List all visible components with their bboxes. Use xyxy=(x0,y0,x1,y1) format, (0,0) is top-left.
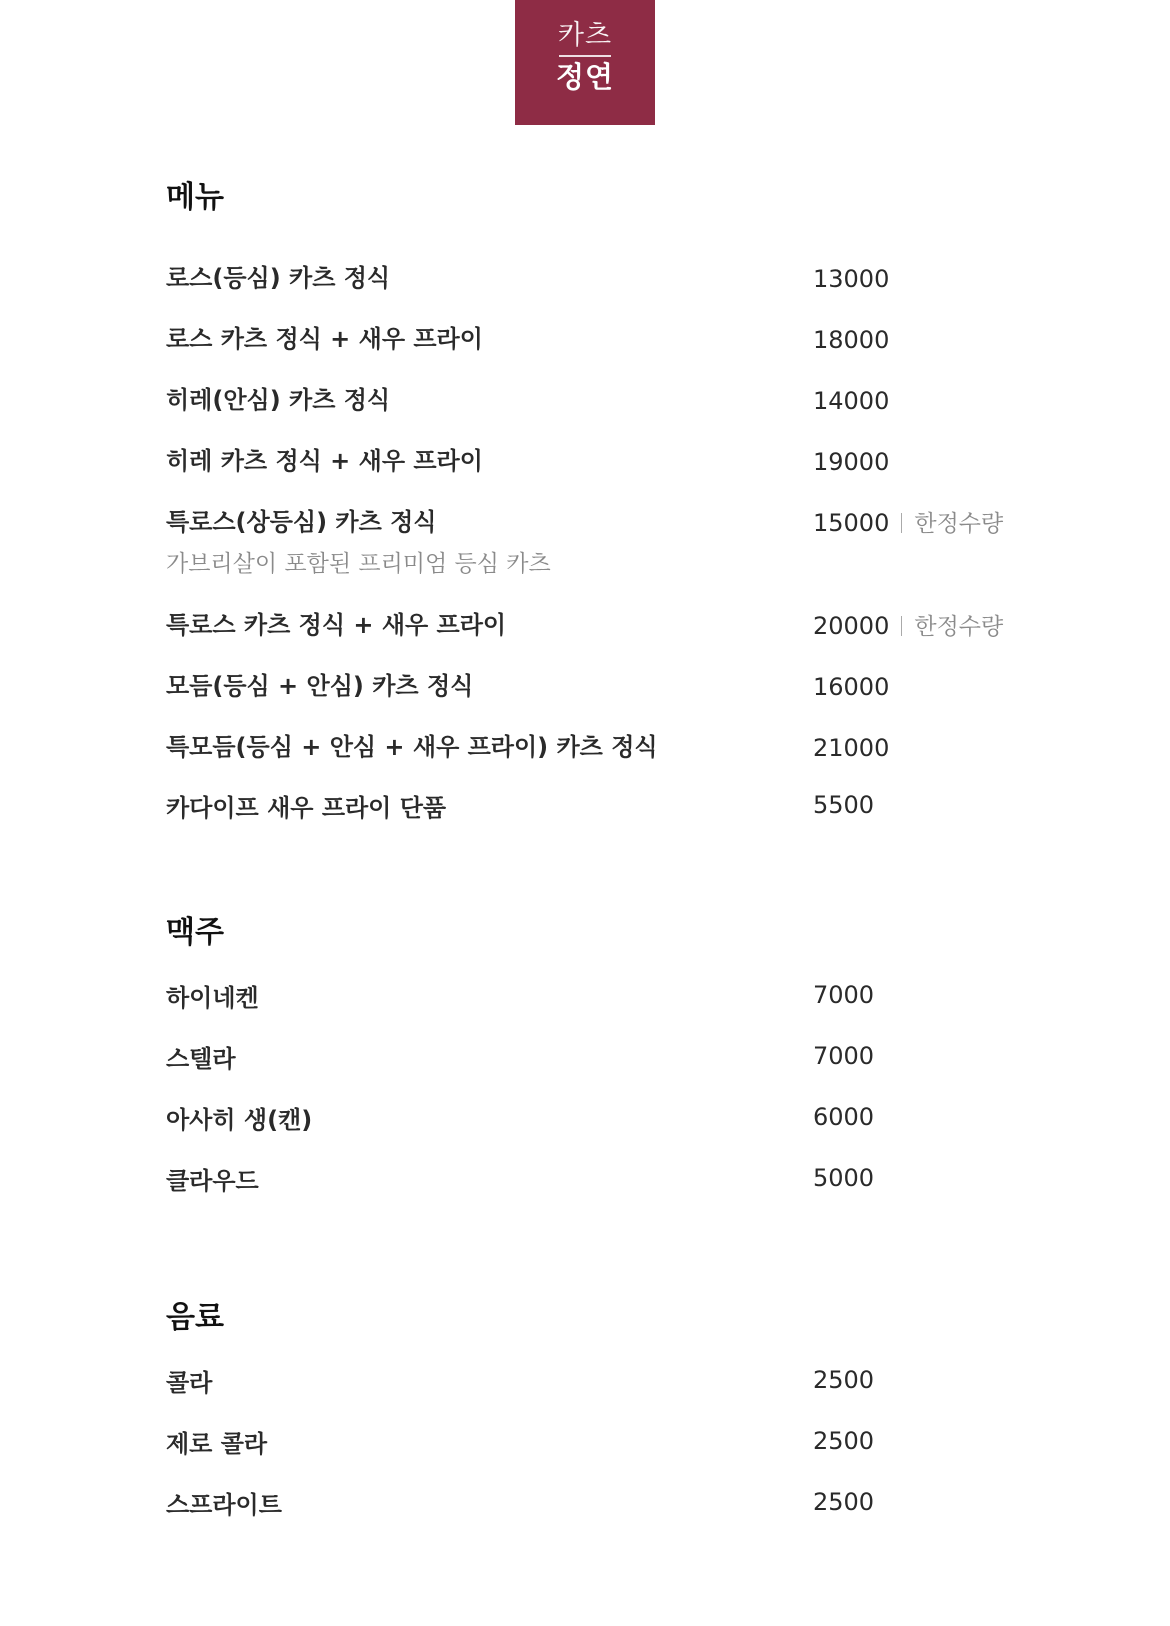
section-title-beer: 맥주 xyxy=(166,915,224,950)
beer-item-price: 6000 xyxy=(813,1103,875,1131)
drink-item-name: 스프라이트 xyxy=(166,1491,282,1519)
menu-item-name: 로스(등심) 카츠 정식 xyxy=(166,264,391,292)
menu-item-description: 가브리살이 포함된 프리미엄 등심 카츠 xyxy=(166,551,551,577)
drink-item-name: 콜라 xyxy=(166,1369,213,1397)
drink-item-name: 제로 콜라 xyxy=(166,1430,268,1458)
menu-item-name: 특로스(상등심) 카츠 정식 xyxy=(166,508,437,536)
brand-logo xyxy=(515,0,655,125)
brand-logo-line2: 정연 xyxy=(555,60,615,94)
menu-item-price: 21000 xyxy=(813,734,890,762)
drink-item-price: 2500 xyxy=(813,1427,875,1455)
menu-item-price: 20000 xyxy=(813,612,890,640)
price-note-divider xyxy=(901,616,902,636)
limited-quantity-note: 한정수량 xyxy=(914,614,1004,640)
brand-logo-line1: 카츠 xyxy=(557,20,613,51)
menu-item-price: 15000 xyxy=(813,509,890,537)
menu-item-price: 14000 xyxy=(813,387,890,415)
menu-item-price: 16000 xyxy=(813,673,890,701)
drink-item-price: 2500 xyxy=(813,1366,875,1394)
beer-item-price: 7000 xyxy=(813,981,875,1009)
limited-quantity-note: 한정수량 xyxy=(914,511,1004,537)
menu-item-name: 특로스 카츠 정식 + 새우 프라이 xyxy=(166,611,507,639)
menu-item-price: 5500 xyxy=(813,791,875,819)
menu-item-name: 카다이프 새우 프라이 단품 xyxy=(166,794,447,822)
menu-item-price: 13000 xyxy=(813,265,890,293)
section-title-menu: 메뉴 xyxy=(166,180,224,215)
section-title-drinks: 음료 xyxy=(166,1300,224,1335)
beer-item-name: 클라우드 xyxy=(166,1167,259,1195)
menu-item-price-group xyxy=(813,508,1003,539)
price-note-divider xyxy=(901,513,902,533)
drink-item-price: 2500 xyxy=(813,1488,875,1516)
menu-item-name: 특모듬(등심 + 안심 + 새우 프라이) 카츠 정식 xyxy=(166,733,658,761)
brand-logo-divider xyxy=(559,55,611,57)
menu-item-name: 로스 카츠 정식 + 새우 프라이 xyxy=(166,325,483,353)
menu-item-name: 히레(안심) 카츠 정식 xyxy=(166,386,391,414)
menu-item-price: 18000 xyxy=(813,326,890,354)
menu-item-name: 히레 카츠 정식 + 새우 프라이 xyxy=(166,447,483,475)
menu-item-name: 모듬(등심 + 안심) 카츠 정식 xyxy=(166,672,474,700)
beer-item-price: 7000 xyxy=(813,1042,875,1070)
beer-item-name: 하이네켄 xyxy=(166,984,259,1012)
beer-item-price: 5000 xyxy=(813,1164,875,1192)
beer-item-name: 아사히 생(캔) xyxy=(166,1106,313,1134)
menu-item-price: 19000 xyxy=(813,448,890,476)
beer-item-name: 스텔라 xyxy=(166,1045,236,1073)
menu-item-price-group xyxy=(813,611,1003,642)
